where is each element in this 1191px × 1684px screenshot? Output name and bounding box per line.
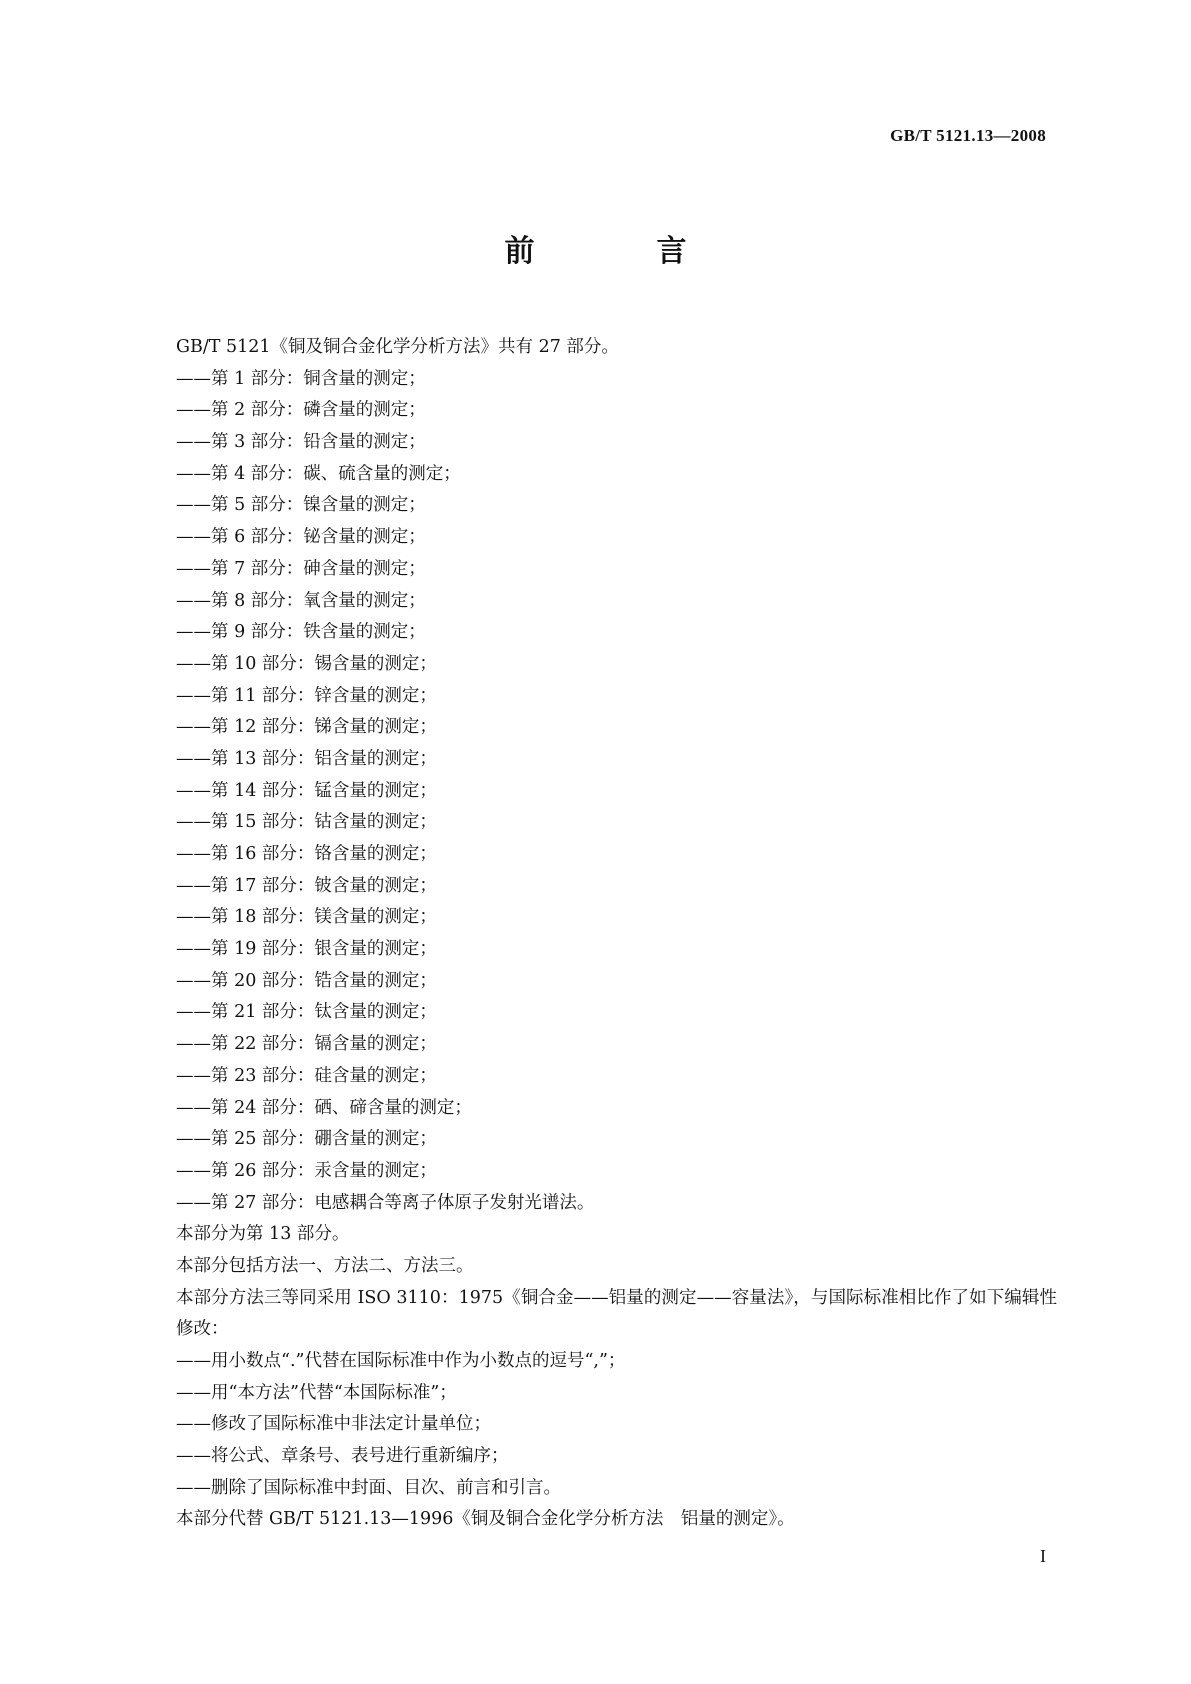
list-item: ——第 3 部分：铅含量的测定； bbox=[176, 432, 426, 453]
list-item: ——第 20 部分：锆含量的测定； bbox=[176, 970, 437, 991]
modifications-list bbox=[137, 1346, 1057, 1504]
page-number: I bbox=[1040, 1546, 1046, 1566]
list-item: ——第 7 部分：砷含量的测定； bbox=[176, 558, 426, 579]
list-item: ——第 1 部分：铜含量的测定； bbox=[176, 368, 426, 389]
list-item: ——用小数点“.”代替在国际标准中作为小数点的逗号“,”； bbox=[176, 1351, 626, 1372]
list-item: ——第 19 部分：银含量的测定； bbox=[176, 939, 437, 960]
list-item: ——第 25 部分：硼含量的测定； bbox=[176, 1129, 437, 1150]
list-item: ——第 18 部分：镁含量的测定； bbox=[176, 907, 437, 928]
list-item: ——第 23 部分：硅含量的测定； bbox=[176, 1065, 437, 1086]
intro-paragraph: GB/T 5121《铜及铜合金化学分析方法》共有 27 部分。 bbox=[176, 337, 619, 357]
list-item: ——第 12 部分：锑含量的测定； bbox=[176, 717, 437, 738]
list-item: ——删除了国际标准中封面、目次、前言和引言。 bbox=[176, 1477, 561, 1498]
standard-code: GB/T 5121.13—2008 bbox=[890, 126, 1046, 145]
list-item: ——第 8 部分：氧含量的测定； bbox=[176, 590, 426, 611]
list-item: ——修改了国际标准中非法定计量单位； bbox=[176, 1414, 491, 1435]
list-item: ——第 21 部分：钛含量的测定； bbox=[176, 1002, 437, 1023]
list-item: ——第 14 部分：锰含量的测定； bbox=[176, 780, 437, 801]
adoption-paragraph bbox=[137, 1283, 1057, 1346]
list-item: ——第 2 部分：磷含量的测定； bbox=[176, 400, 426, 421]
list-item: ——第 17 部分：铍含量的测定； bbox=[176, 875, 437, 896]
methods-paragraph: 本部分包括方法一、方法二、方法三。 bbox=[176, 1255, 474, 1276]
list-item: ——第 11 部分：锌含量的测定； bbox=[176, 685, 437, 706]
this-part-paragraph: 本部分为第 13 部分。 bbox=[176, 1224, 350, 1245]
replaces-paragraph: 本部分代替 GB/T 5121.13—1996《铜及铜合金化学分析方法 铝量的测定》。 bbox=[176, 1509, 795, 1530]
list-item: ——第 16 部分：铬含量的测定； bbox=[176, 844, 437, 864]
list-item: ——第 24 部分：硒、碲含量的测定； bbox=[176, 1097, 472, 1118]
page-title: 前 言 bbox=[504, 234, 733, 269]
list-item: ——第 27 部分：电感耦合等离子体原子发射光谱法。 bbox=[176, 1192, 595, 1213]
list-item: ——第 15 部分：钴含量的测定； bbox=[176, 812, 437, 833]
list-item: ——将公式、章条号、表号进行重新编序； bbox=[176, 1446, 509, 1467]
list-item: ——第 22 部分：镉含量的测定； bbox=[176, 1034, 437, 1055]
list-item: ——第 13 部分：铝含量的测定； bbox=[176, 748, 437, 769]
parts-list bbox=[137, 364, 1057, 1220]
list-item: ——第 9 部分：铁含量的测定； bbox=[176, 622, 426, 643]
foreword-body bbox=[137, 332, 1057, 1536]
list-item: ——第 5 部分：镍含量的测定； bbox=[176, 495, 426, 516]
list-item: ——第 10 部分：锡含量的测定； bbox=[176, 653, 437, 674]
list-item: ——用“本方法”代替“本国际标准”； bbox=[176, 1382, 457, 1403]
list-item: ——第 6 部分：铋含量的测定； bbox=[176, 527, 426, 548]
list-item: ——第 26 部分：汞含量的测定； bbox=[176, 1160, 437, 1181]
adoption-text: 本部分方法三等同采用 ISO 3110：1975《铜合金——铝量的测定——容量法》，与国际标准相比作了如下编辑性修改： bbox=[176, 1287, 1057, 1340]
list-item: ——第 4 部分：碳、硫含量的测定； bbox=[176, 463, 461, 484]
